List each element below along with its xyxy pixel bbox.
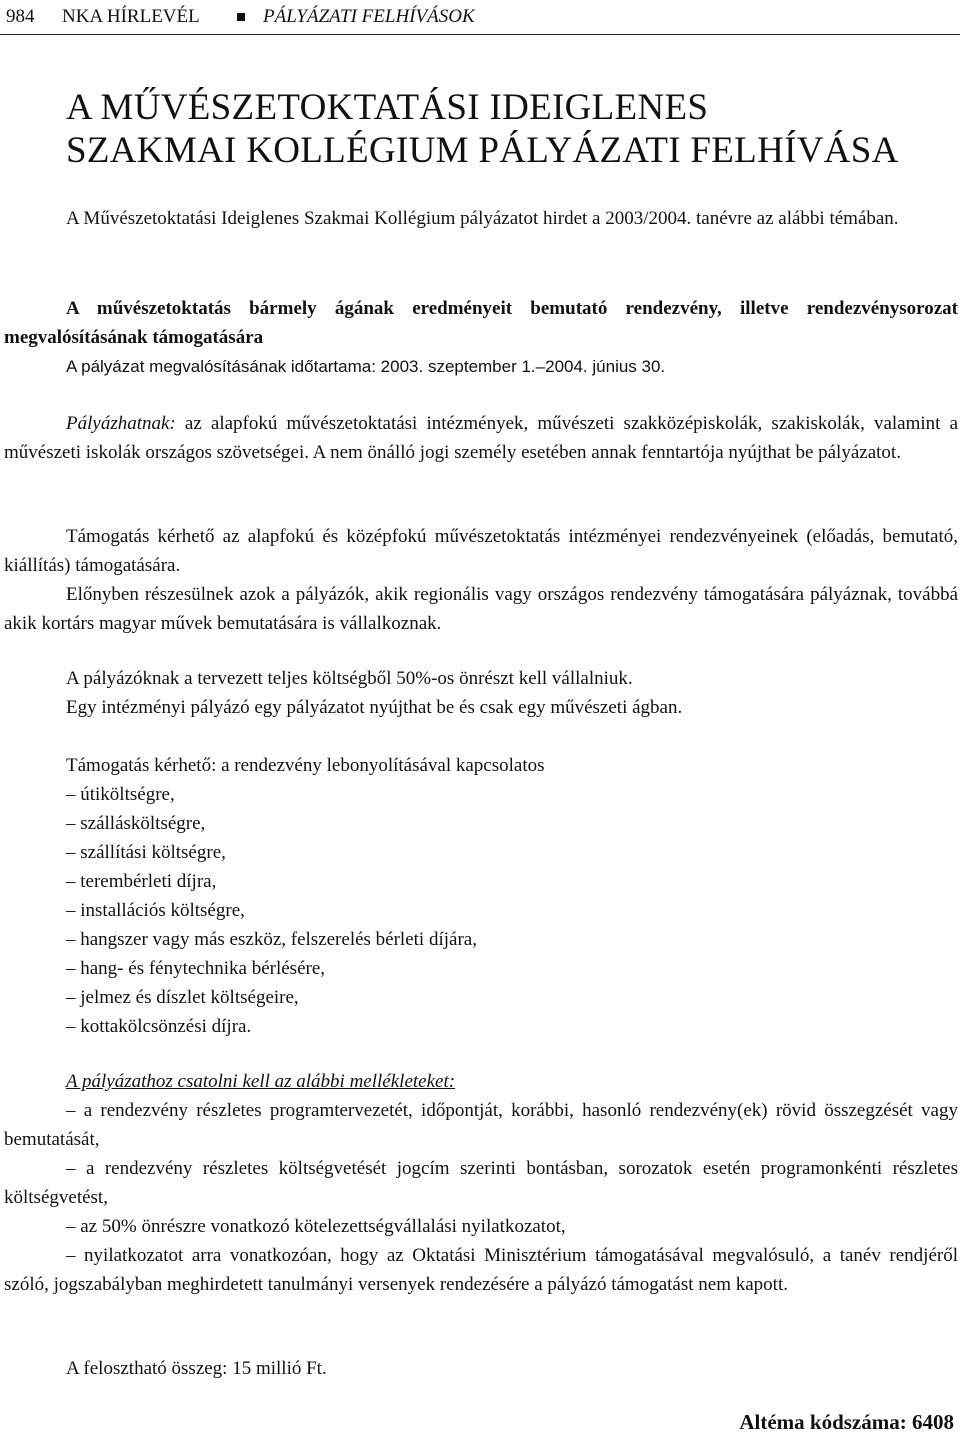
one-application-text: Egy intézményi pályázó egy pályázatot nyújthat be és csak egy művészeti ágban. (66, 697, 683, 718)
attachment-item: – az 50% önrészre vonatkozó kötelezettségvállalási nyilatkozatot, (66, 1216, 566, 1237)
conditions-section (4, 664, 958, 722)
title-line-2: SZAKMAI KOLLÉGIUM PÁLYÁZATI FELHÍVÁSA (66, 130, 899, 171)
list-item: – installációs költségre, (66, 900, 245, 921)
amount-section (4, 1354, 958, 1383)
page-number: 984 (6, 6, 35, 27)
costs-section (4, 751, 958, 780)
topic-heading: A művészetoktatás bármely ágának eredményeit bemutató rendezvény, illetve rendezvénysorozat megvalósításának támogatására (4, 298, 958, 348)
attachments-heading: A pályázathoz csatolni kell az alábbi mellékleteket: (66, 1071, 456, 1092)
amount-text: A felosztható összeg: 15 millió Ft. (66, 1358, 327, 1379)
costs-intro: Támogatás kérhető: a rendezvény lebonyolításával kapcsolatos (66, 755, 545, 776)
eligibility-label: Pályázhatnak: (66, 413, 176, 434)
topic-section (4, 294, 958, 381)
attachment-item: – a rendezvény részletes programtervezetét, időpontját, korábbi, hasonló rendezvény(ek) rövid összegzését vagy bemutatását, (4, 1100, 958, 1150)
list-item: – terembérleti díjra, (66, 871, 217, 892)
eligibility-text: az alapfokú művészetoktatási intézmények, művészeti szakközépiskolák, szakiskolák, valamint a művészeti iskolák országos szövetségei. A nem önálló jogi személy esetében annak fenntartója nyújthat be pályázatot. (4, 413, 958, 463)
list-item: – szállítási költségre, (66, 842, 226, 863)
duration-text: A pályázat megvalósításának időtartama: 2003. szeptember 1.–2004. június 30. (66, 357, 666, 376)
eligibility-section (4, 409, 958, 467)
subtopic-code: Altéma kódszáma: 6408 (739, 1410, 954, 1434)
own-contribution-text: A pályázóknak a tervezett teljes költségből 50%-os önrészt kell vállalniuk. (66, 668, 633, 689)
support-section (4, 522, 958, 638)
list-item: – jelmez és díszlet költségeire, (66, 987, 299, 1008)
attachment-item: – nyilatkozatot arra vonatkozóan, hogy az Oktatási Minisztérium támogatásával megvalósuló, a tanév rendjéről szóló, jogszabályban meghirdetett tanulmányi versenyek rendezésére a pályázó támogatást nem kapott. (4, 1245, 958, 1295)
publication-name: NKA HÍRLEVÉL (62, 6, 200, 27)
preference-text: Előnyben részesülnek azok a pályázók, akik regionális vagy országos rendezvény támogatására pályáznak, továbbá akik kortárs magyar művek bemutatására is vállalkoznak. (4, 584, 958, 634)
list-item: – útiköltségre, (66, 784, 175, 805)
list-item: – szállásköltségre, (66, 813, 206, 834)
list-item: – hangszer vagy más eszköz, felszerelés bérleti díjára, (66, 929, 477, 950)
cost-list (66, 780, 477, 1041)
intro-paragraph: A Művészetoktatási Ideiglenes Szakmai Kollégium pályázatot hirdet a 2003/2004. tanévre az alábbi témában. (66, 208, 899, 229)
page-header (0, 0, 960, 35)
list-item: – hang- és fénytechnika bérlésére, (66, 958, 326, 979)
attachments-section (4, 1067, 958, 1299)
intro-section (4, 204, 958, 233)
page-title (66, 86, 899, 172)
title-line-1: A MŰVÉSZETOKTATÁSI IDEIGLENES (66, 87, 709, 128)
support-info: Támogatás kérhető az alapfokú és középfokú művészetoktatás intézményei rendezvényeinek (előadás, bemutató, kiállítás) támogatására. (4, 526, 958, 576)
eligibility-paragraph (4, 409, 958, 467)
square-bullet-icon (237, 13, 245, 21)
attachment-item: – a rendezvény részletes költségvetését jogcím szerinti bontásban, sorozatok esetén programonkénti részletes költségvetést, (4, 1158, 958, 1208)
list-item: – kottakölcsönzési díjra. (66, 1016, 252, 1037)
section-name: PÁLYÁZATI FELHÍVÁSOK (263, 6, 475, 27)
